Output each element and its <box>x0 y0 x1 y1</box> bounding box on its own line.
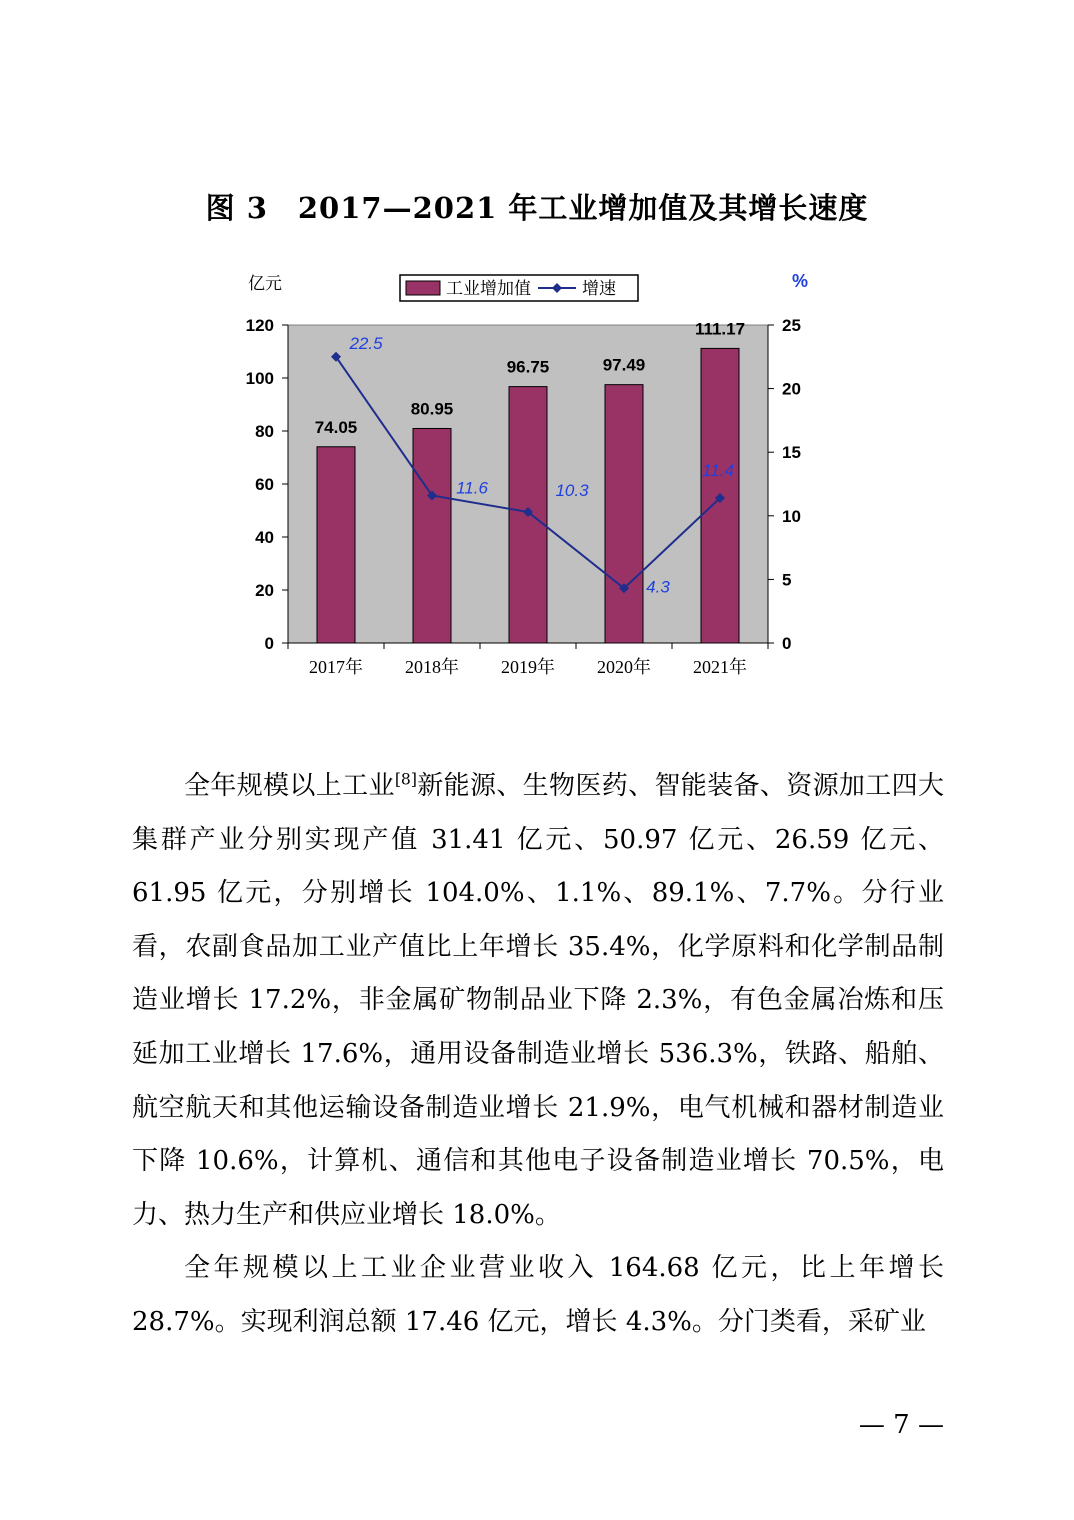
paragraph-2: 全年规模以上工业企业营业收入 164.68 亿元，比上年增长 28.7%。实现利润总额 17.46 亿元，增长 4.3%。分门类看，采矿业 <box>132 1253 944 1337</box>
paragraph-1-start: 全年规模以上工业 <box>184 771 395 801</box>
right-axis-tick-label: 5 <box>782 570 792 590</box>
left-axis-tick-label: 60 <box>255 475 274 494</box>
x-axis-tick-label: 2019年 <box>501 657 555 677</box>
bar-value-label: 96.75 <box>506 357 550 377</box>
growth-value-label: 10.3 <box>555 480 589 500</box>
growth-value-label: 4.3 <box>646 577 670 597</box>
left-axis-tick-label: 100 <box>245 369 274 388</box>
left-axis-tick-label: 0 <box>264 634 274 653</box>
paragraph-1-rest: 新能源、生物医药、智能装备、资源加工四大集群产业分别实现产值 31.41 亿元、50.97 亿元、26.59 亿元、61.95 亿元，分别增长 104.0%、1.1%、89.1%、7.7%。分行业看，农副食品加工业产值比上年增长 35.4%，化学原料和化学制品制造业增长 17.2%，非金属矿物制品业下降 2.3%，有色金属冶炼和压延加工业增长 17.6%，通用设备制造业增长 536.3%，铁路、船舶、航空航天和其他运输设备制造业增长 21.9%，电气机械和器材制造业下降 10.6%，计算机、通信和其他电子设备制造业增长 70.5%，电力、热力生产和供应业增长 18.0%。 <box>132 771 944 1230</box>
left-axis-unit: 亿元 <box>248 274 282 293</box>
body-text <box>132 760 944 1350</box>
legend-bar-label: 工业增加值 <box>446 279 531 298</box>
bar <box>413 428 451 643</box>
bar <box>317 447 355 643</box>
bar-value-label: 97.49 <box>602 355 646 375</box>
bar-value-label: 80.95 <box>410 399 454 419</box>
growth-value-label: 11.4 <box>702 460 734 480</box>
left-axis-tick-label: 20 <box>255 581 274 600</box>
left-axis-tick-label: 80 <box>255 422 274 441</box>
right-axis-unit: % <box>792 271 809 291</box>
paragraph-1 <box>132 760 944 1242</box>
x-axis-tick-label: 2021年 <box>693 657 747 677</box>
x-axis-tick-label: 2020年 <box>597 657 651 677</box>
right-axis-tick-label: 15 <box>782 443 801 463</box>
left-axis-tick-label: 120 <box>245 316 274 335</box>
right-axis-tick-label: 20 <box>782 379 801 399</box>
figure-title: 图 3 2017—2021 年工业增加值及其增长速度 <box>205 191 869 225</box>
growth-value-label: 11.6 <box>456 478 488 498</box>
bar-value-label: 74.05 <box>314 417 358 437</box>
footnote-ref: [8] <box>394 770 417 789</box>
legend-bar-swatch <box>406 281 440 295</box>
x-axis-tick-label: 2018年 <box>405 657 459 677</box>
bar-value-label: 111.17 <box>694 319 746 339</box>
left-axis-tick-label: 40 <box>255 528 274 547</box>
combo-chart <box>220 255 820 695</box>
bar <box>605 385 643 643</box>
x-axis-tick-label: 2017年 <box>309 657 363 677</box>
right-axis-tick-label: 25 <box>782 316 801 335</box>
page-number: — 7 — <box>858 1410 944 1440</box>
growth-value-label: 22.5 <box>349 333 383 353</box>
legend-line-label: 增速 <box>582 279 616 298</box>
right-axis-tick-label: 10 <box>782 506 801 526</box>
right-axis-tick-label: 0 <box>782 634 792 653</box>
